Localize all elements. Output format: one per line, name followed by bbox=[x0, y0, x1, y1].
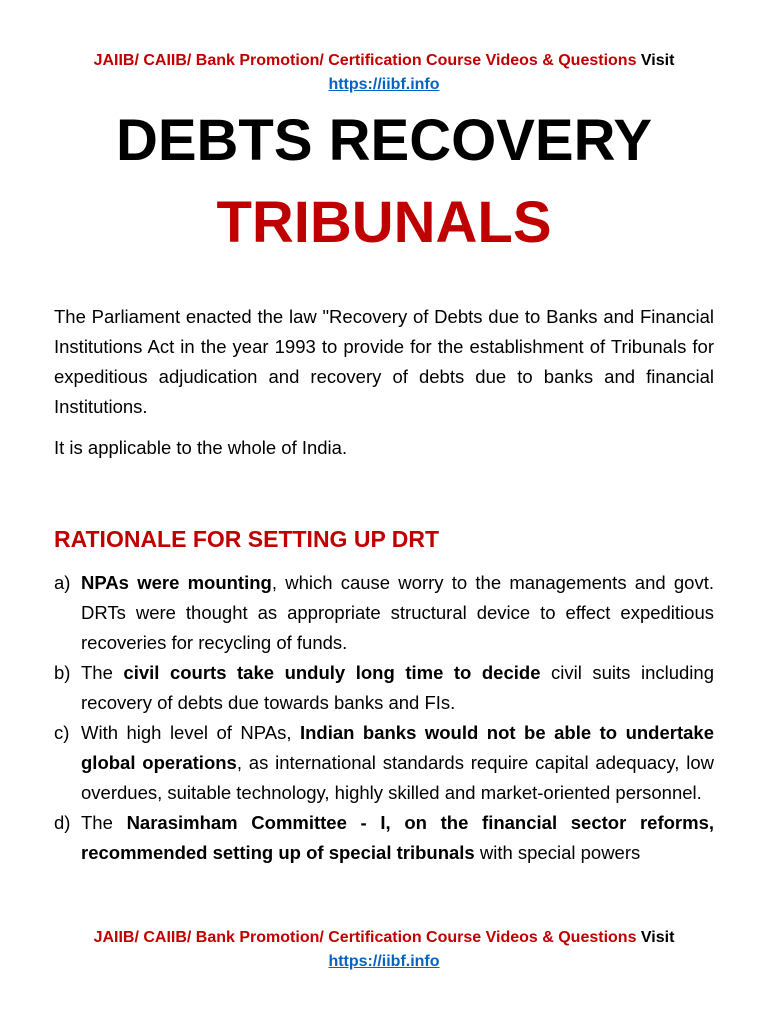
banner-visit-text: Visit bbox=[640, 929, 675, 946]
rationale-list bbox=[54, 568, 714, 868]
list-marker: c) bbox=[54, 722, 70, 743]
item-text-bold: Indian banks would not be able to undertake global operations bbox=[81, 722, 714, 773]
item-text-post: with special powers bbox=[474, 842, 641, 863]
banner-promo-text: JAIIB/ CAIIB/ Bank Promotion/ Certification Course Videos & Questions bbox=[93, 929, 637, 946]
banner-link[interactable]: https://iibf.info bbox=[328, 953, 440, 970]
banner-visit-text: Visit bbox=[640, 52, 675, 69]
footer-banner bbox=[0, 926, 768, 974]
list-marker: a) bbox=[54, 572, 71, 593]
header-banner bbox=[0, 49, 768, 97]
item-text-bold: Narasimham Committee - I, on the financial sector reforms, recommended setting up of special tribunals bbox=[81, 812, 714, 863]
banner-link[interactable]: https://iibf.info bbox=[328, 76, 440, 93]
item-text-pre: With high level of NPAs, bbox=[81, 722, 300, 743]
item-text-post: , as international standards require capital adequacy, low overdues, suitable technology, highly skilled and market-oriented personnel. bbox=[81, 752, 714, 803]
item-text-bold: NPAs were mounting bbox=[81, 572, 272, 593]
banner-promo-text: JAIIB/ CAIIB/ Bank Promotion/ Certification Course Videos & Questions bbox=[93, 52, 637, 69]
item-text-post: civil suits including recovery of debts due towards banks and FIs. bbox=[81, 662, 714, 713]
list-item bbox=[54, 568, 714, 658]
intro-paragraph: The Parliament enacted the law "Recovery of Debts due to Banks and Financial Institutions Act in the year 1993 to provide for the establishment of Tribunals for expeditious adjudication and recovery of debts due to banks and financial Institutions. bbox=[54, 306, 714, 417]
list-item bbox=[54, 718, 714, 808]
item-text-post: , which cause worry to the managements and govt. DRTs were thought as appropriate structural device to effect expeditious recoveries for recycling of funds. bbox=[81, 572, 714, 653]
page-title-line2: TRIBUNALS bbox=[216, 190, 552, 255]
section-heading: RATIONALE FOR SETTING UP DRT bbox=[54, 526, 440, 552]
list-marker: d) bbox=[54, 812, 71, 833]
item-text-bold: civil courts take unduly long time to decide bbox=[123, 662, 541, 683]
list-marker: b) bbox=[54, 662, 71, 683]
applicability-paragraph: It is applicable to the whole of India. bbox=[54, 437, 348, 458]
list-item bbox=[54, 808, 714, 868]
page-title-line1: DEBTS RECOVERY bbox=[115, 108, 653, 173]
item-text-pre: The bbox=[81, 812, 127, 833]
item-text-pre: The bbox=[81, 662, 124, 683]
list-item bbox=[54, 658, 714, 718]
